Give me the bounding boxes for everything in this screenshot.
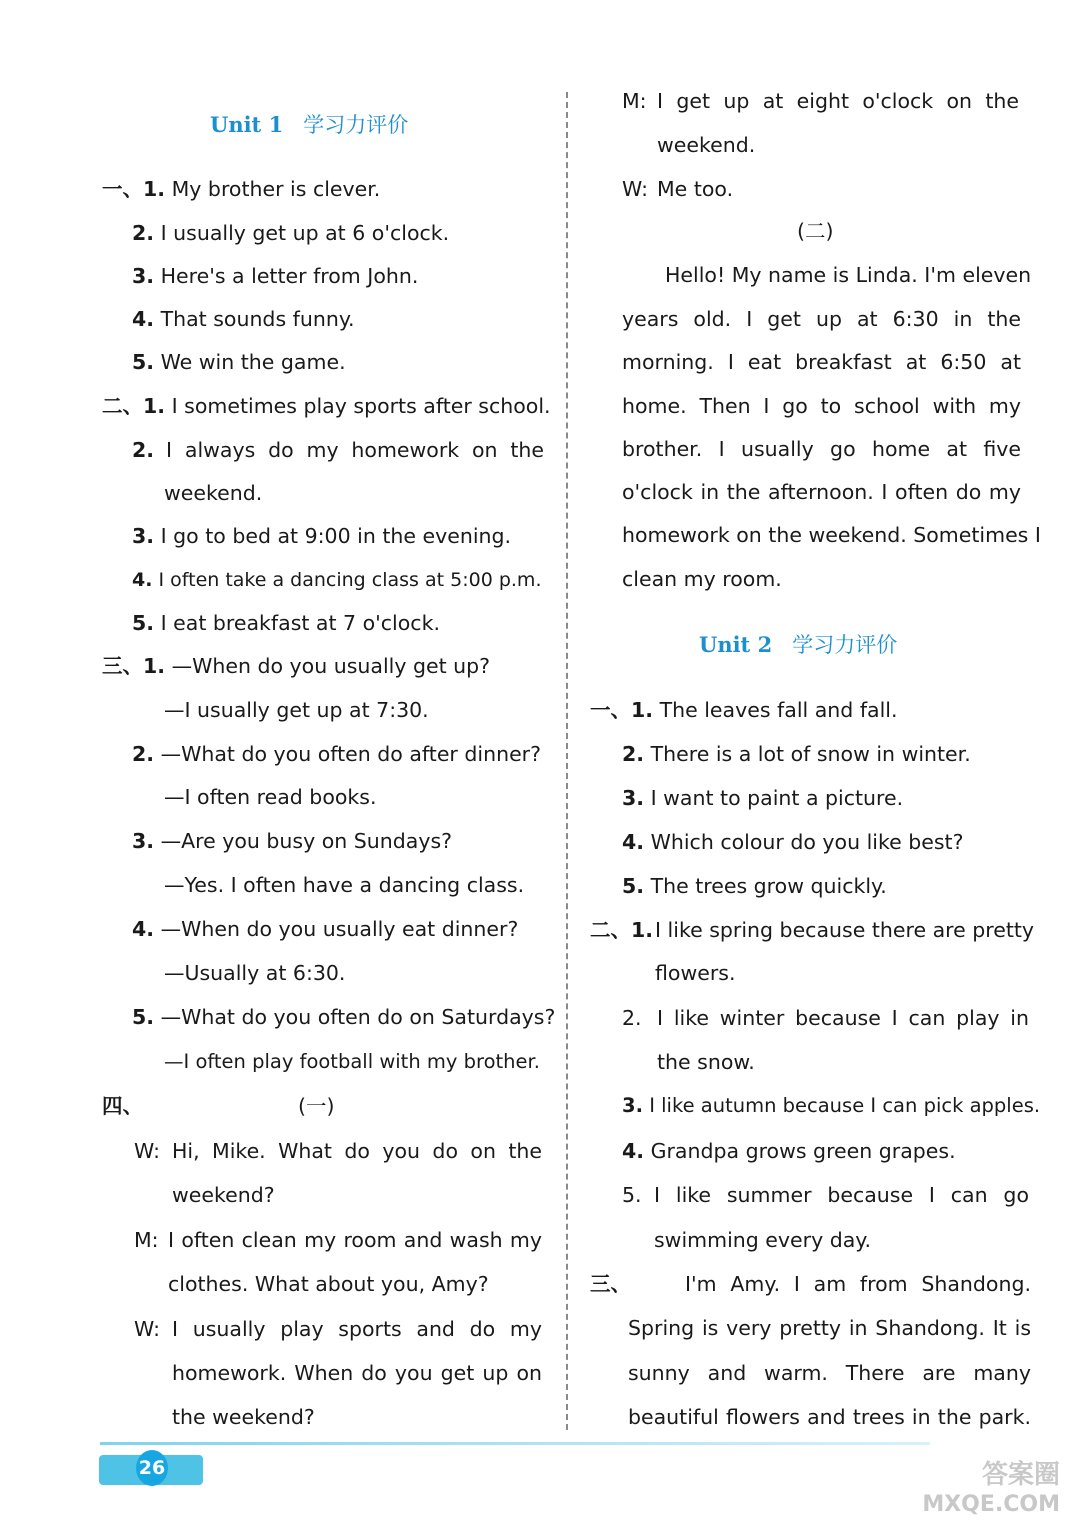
- r-m-speaker: M:: [622, 89, 647, 113]
- r-passage-line-6: o'clock in the afternoon. I often do my: [622, 480, 1021, 504]
- l-s3-item-2-a: —I often read books.: [164, 785, 377, 809]
- r-passage-line-8: clean my room.: [622, 567, 782, 591]
- l-s3-item-3-q: 3. —Are you busy on Sundays?: [132, 829, 453, 853]
- r-s2-item-1-text: I like spring because there are pretty: [655, 918, 1035, 942]
- r-s2-item-4: 4. Grandpa grows green grapes.: [622, 1139, 956, 1163]
- column-divider: [566, 92, 568, 1430]
- l-s4-w2-line1: I usually play sports and do my: [172, 1317, 542, 1341]
- r-s1-item-2: 2. There is a lot of snow in winter.: [622, 742, 971, 766]
- r-s1-item-1: 一、1. The leaves fall and fall.: [590, 698, 898, 722]
- l-s4-w2-line2: homework. When do you get up on: [172, 1361, 542, 1385]
- r-passage-line-4: home. Then I go to school with my: [622, 394, 1021, 418]
- l-s2-item-3: 3. I go to bed at 9:00 in the evening.: [132, 524, 512, 548]
- l-s2-item-1: 二、1. I sometimes play sports after school.: [102, 394, 551, 418]
- l-s2-item-2-cont: weekend.: [164, 481, 263, 505]
- r-s2-item-1-marker: 二、1.: [590, 918, 654, 942]
- r-s2-item-2-text: I like winter because I can play in: [657, 1006, 1029, 1030]
- l-s3-item-1-a: —I usually get up at 7:30.: [164, 698, 429, 722]
- r-passage-line-3: morning. I eat breakfast at 6:50 at: [622, 350, 1021, 374]
- l-s3-item-2-q: 2. —What do you often do after dinner?: [132, 742, 541, 766]
- l-s4-w2-speaker: W:: [134, 1317, 160, 1341]
- l-s4-m1-line2: clothes. What about you, Amy?: [168, 1272, 489, 1296]
- r-m-line1: I get up at eight o'clock on the: [657, 89, 1019, 113]
- unit1-title: Unit 1 学习力评价: [210, 112, 409, 137]
- r-s1-item-3: 3. I want to paint a picture.: [622, 786, 904, 810]
- r-s2-item-5-cont: swimming every day.: [654, 1228, 872, 1252]
- l-s4-m1-speaker: M:: [134, 1228, 159, 1252]
- r-s3-marker: 三、: [590, 1272, 631, 1296]
- r-m-line2: weekend.: [657, 133, 756, 157]
- watermark: [880, 1460, 1060, 1530]
- l-s3-item-1-q: 三、1. —When do you usually get up?: [102, 654, 491, 678]
- r-w-speaker: W:: [622, 177, 648, 201]
- l-s4-marker: 四、: [102, 1094, 143, 1118]
- r-s2-item-5-text: I like summer because I can go: [654, 1183, 1029, 1207]
- r-w-line1: Me too.: [657, 177, 734, 201]
- l-s4-w1-line1: Hi, Mike. What do you do on the: [172, 1139, 542, 1163]
- l-s3-item-3-a: —Yes. I often have a dancing class.: [164, 873, 525, 897]
- r-s3-line-1: I'm Amy. I am from Shandong.: [685, 1272, 1031, 1296]
- l-s4-m1-line1: I often clean my room and wash my: [168, 1228, 542, 1252]
- r-s3-line-3: sunny and warm. There are many: [628, 1361, 1031, 1385]
- r-passage-line-5: brother. I usually go home at five: [622, 437, 1021, 461]
- r-s1-item-4: 4. Which colour do you like best?: [622, 830, 964, 854]
- page-number: 26: [136, 1450, 168, 1486]
- r-part2: (二): [797, 219, 834, 243]
- watermark-bottom: MXQE.COM: [922, 1492, 1060, 1517]
- l-s2-item-4: 4. I often take a dancing class at 5:00 p.m.: [132, 569, 542, 591]
- l-s3-item-4-a: —Usually at 6:30.: [164, 961, 346, 985]
- l-s3-item-5-a: —I often play football with my brother.: [164, 1050, 540, 1073]
- l-s1-item-2: 2. I usually get up at 6 o'clock.: [132, 221, 450, 245]
- l-s3-item-4-q: 4. —When do you usually eat dinner?: [132, 917, 519, 941]
- l-s1-item-3: 3. Here's a letter from John.: [132, 264, 419, 288]
- r-passage-line-2: years old. I get up at 6:30 in the: [622, 307, 1021, 331]
- l-s1-item-1: 一、1. My brother is clever.: [102, 177, 381, 201]
- l-s4-w2-line3: the weekend?: [172, 1405, 315, 1429]
- l-s4-part1: (一): [298, 1094, 335, 1118]
- l-s4-w1-speaker: W:: [134, 1139, 160, 1163]
- r-s1-item-5: 5. The trees grow quickly.: [622, 874, 887, 898]
- l-s2-item-5: 5. I eat breakfast at 7 o'clock.: [132, 611, 440, 635]
- r-s2-item-2-cont: the snow.: [657, 1050, 755, 1074]
- r-s2-item-2-num: 2.: [622, 1006, 642, 1030]
- l-s1-item-5: 5. We win the game.: [132, 350, 346, 374]
- r-s3-line-4: beautiful flowers and trees in the park.: [628, 1405, 1031, 1429]
- r-s2-item-5-num: 5.: [622, 1183, 642, 1207]
- l-s2-item-2: 2. I always do my homework on the: [132, 438, 544, 462]
- r-s2-item-3: 3. I like autumn because I can pick apples.: [622, 1094, 1041, 1117]
- r-s3-line-2: Spring is very pretty in Shandong. It is: [628, 1316, 1031, 1340]
- r-passage-line-7: homework on the weekend. Sometimes I: [622, 523, 1041, 547]
- watermark-top: 答案圈: [981, 1460, 1060, 1490]
- l-s4-w1-line2: weekend?: [172, 1183, 275, 1207]
- l-s1-item-4: 4. That sounds funny.: [132, 307, 355, 331]
- footer-rule: [100, 1442, 930, 1445]
- l-s3-item-5-q: 5. —What do you often do on Saturdays?: [132, 1005, 556, 1029]
- unit2-title: Unit 2 学习力评价: [699, 632, 898, 657]
- r-s2-item-1-cont: flowers.: [655, 961, 736, 985]
- r-passage-line-1: Hello! My name is Linda. I'm eleven: [665, 263, 1032, 287]
